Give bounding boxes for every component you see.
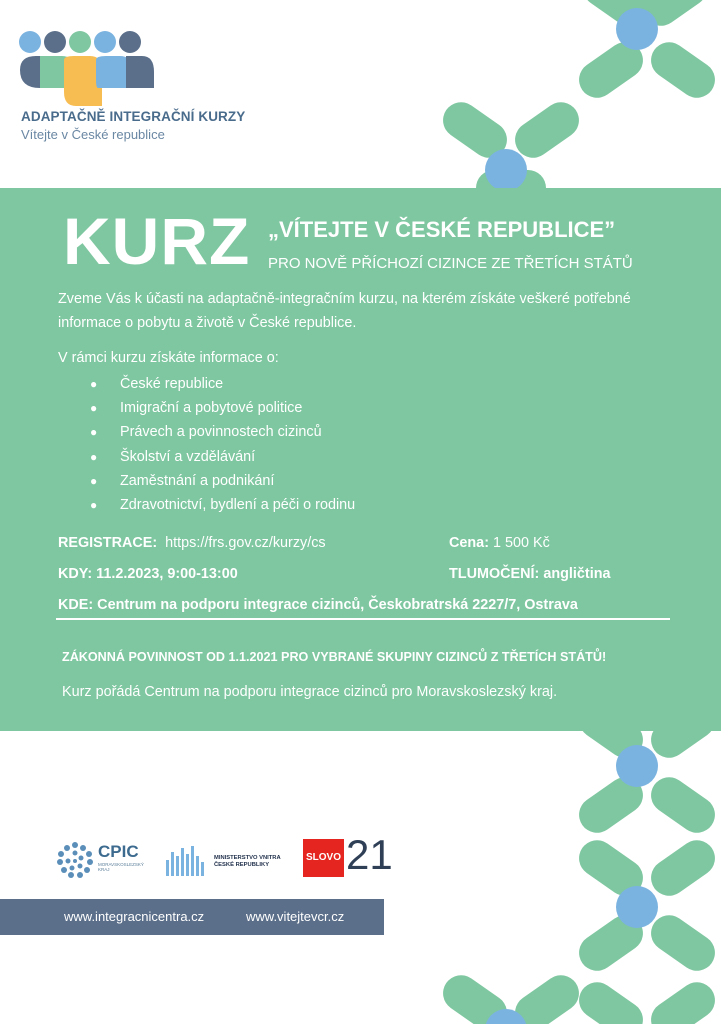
bullet-icon: ● <box>90 449 98 464</box>
registration-link[interactable]: https://frs.gov.cz/kurzy/cs <box>165 535 326 551</box>
registration-info <box>58 535 326 551</box>
list-item: ● Zdravotnictví, bydlení a péči o rodinu <box>90 493 355 517</box>
topics-intro: V rámci kurzu získáte informace o: <box>58 350 279 366</box>
interpreting-value: angličtina <box>543 566 611 582</box>
slovo21-logo <box>303 831 393 879</box>
ministry-emblem-icon <box>164 842 208 878</box>
list-item: ● Imigrační a pobytové politice <box>90 396 355 420</box>
list-item: ● Zaměstnání a podnikání <box>90 469 355 493</box>
location-info: KDE: Centrum na podporu integrace cizinců, Českobratrská 2227/7, Ostrava <box>58 597 578 613</box>
price-info <box>449 535 550 551</box>
price-value: 1 500 Kč <box>492 535 550 551</box>
bullet-icon: ● <box>90 401 98 416</box>
list-item: ● České republice <box>90 372 355 396</box>
brand-logo <box>18 30 258 150</box>
logo-subtitle: Vítejte v České republice <box>21 127 165 142</box>
footer-link-integracnicentra[interactable]: www.integracnicentra.cz <box>64 909 205 924</box>
intro-text: Zveme Vás k účasti na adaptačně-integračním kurzu, na kterém získáte veškeré potřebné informace o pobytu a životě v České republice. <box>58 291 631 331</box>
topics-list <box>90 372 355 517</box>
bullet-icon: ● <box>90 497 98 512</box>
cpic-dots-icon <box>56 841 94 879</box>
registration-label: REGISTRACE: <box>58 535 158 551</box>
slovo-number: 21 <box>346 831 393 878</box>
cpic-region: MORAVSKOSLEZSKÝ KRAJ <box>98 862 144 872</box>
list-item: ● Právech a povinnostech cizinců <box>90 420 355 444</box>
legal-duty-notice: ZÁKONNÁ POVINNOST OD 1.1.2021 PRO VYBRANÉ SKUPINY CIZINCŮ Z TŘETÍCH STÁTŮ! <box>62 650 607 664</box>
interpreting-info <box>449 566 611 582</box>
divider <box>56 618 670 620</box>
ministry-name: MINISTERSTVO VNITRA ČESKÉ REPUBLIKY <box>214 855 281 868</box>
bullet-icon: ● <box>90 473 98 488</box>
footer-link-vitejtevcr[interactable]: www.vitejtevcr.cz <box>246 909 345 924</box>
slovo-label: SLOVO <box>303 839 344 877</box>
ministry-logo <box>164 842 294 882</box>
price-label: Cena: <box>449 535 489 551</box>
course-title: „VÍTEJTE V ČESKÉ REPUBLICE” <box>268 217 616 242</box>
footer-bar <box>0 899 384 935</box>
people-logo-icon <box>18 30 158 106</box>
logo-title: ADAPTAČNĚ INTEGRAČNÍ KURZY <box>21 109 246 124</box>
interpreting-label: TLUMOČENÍ: <box>449 566 540 582</box>
cpic-name: CPIC <box>98 842 139 861</box>
bullet-icon: ● <box>90 377 98 391</box>
course-subtitle: PRO NOVĚ PŘÍCHOZÍ CIZINCE ZE TŘETÍCH STÁTŮ <box>268 255 633 272</box>
bullet-icon: ● <box>90 425 98 440</box>
cpic-logo <box>56 841 156 879</box>
date-info: KDY: 11.2.2023, 9:00-13:00 <box>58 566 238 582</box>
list-item: ● Školství a vzdělávání <box>90 445 355 469</box>
kurz-heading: KURZ <box>63 204 251 278</box>
organizer-text: Kurz pořádá Centrum na podporu integrace cizinců pro Moravskoslezský kraj. <box>62 684 558 700</box>
